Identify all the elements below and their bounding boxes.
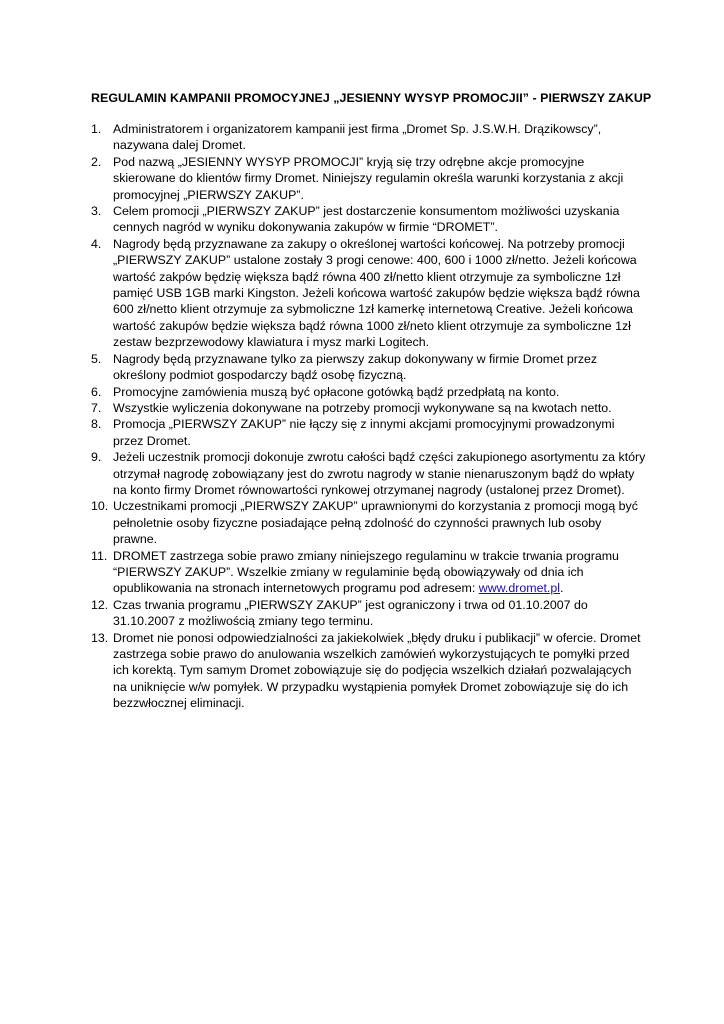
rule-number: 3. <box>91 204 102 219</box>
rule-number: 1. <box>91 122 102 136</box>
rule-number: 13. <box>91 630 109 645</box>
rule-item <box>91 449 647 498</box>
rule-item <box>91 154 647 203</box>
rule-item <box>91 203 647 236</box>
document-title: REGULAMIN KAMPANII PROMOCYJNEJ „JESIENNY WYSYP PROMOCJII” - PIERWSZY ZAKUP <box>91 91 652 105</box>
rule-text: Celem promocji „PIERWSZY ZAKUP” jest dostarczenie konsumentom możliwości uzyskania cennych nagród w wyniku dokonywania zakupów w firmie “DROMET”. <box>113 204 620 235</box>
rule-number: 10. <box>91 499 109 514</box>
rule-number: 5. <box>91 351 102 366</box>
rule-text: Nagrody będą przyznawane za zakupy o określonej wartości końcowej. Na potrzeby promocji „PIERWSZY ZAKUP” ustalone zostały 3 progi cenowe: 400, 600 i 1000 zł/netto. Jeżeli końcowa wartość zakpów będzię większa bądź równa 400 zł/netto klient otrzymuje za symboliczne 1zł pamięć USB 1GB marki Kingston. Jeżeli końcowa wartość zakupów będzie większa bądź równa 600 zł/netto klient otrzymuje za sybmoliczne 1zł kamerkę internetową Creative. Jeżeli końcowa wartość zakupów będzie większa bądź równa 1000 zł/neto klient otrzymuje za symboliczne 1zł zestaw bezprzewodowy klawiatura i mysz marki Logitech. <box>113 236 640 350</box>
rule-item <box>91 498 647 547</box>
rule-text: Czas trwania programu „PIERWSZY ZAKUP” jest ograniczony i trwa od 01.10.2007 do 31.10.2007 z możliwością zmiany tego terminu. <box>113 597 588 629</box>
rule-number: 8. <box>91 417 102 432</box>
rule-text: Promocyjne zamówienia muszą być opłacone gotówką bądź przedpłatą na konto. <box>113 384 560 399</box>
rules-list <box>91 121 647 712</box>
rule-number: 2. <box>91 154 102 169</box>
rule-number: 4. <box>91 236 102 251</box>
rule-text: Uczestnikami promocji „PIERWSZY ZAKUP” uprawnionymi do korzystania z promocji mogą być pełnoletnie osoby fizyczne posiadające pełną zdolność do czynności prawnych lub osoby prawne. <box>113 499 638 547</box>
rule-text: Nagrody będą przyznawane tylko za pierwszy zakup dokonywany w firmie Dromet przez określony podmiot gospodarczy bądź osobę fizyczną. <box>113 351 598 383</box>
rule-number: 11. <box>91 548 108 563</box>
rule-text: Wszystkie wyliczenia dokonywane na potrzeby promocji wykonywane są na kwotach netto. <box>113 400 612 415</box>
rule-item <box>91 121 647 154</box>
rule-item <box>91 236 647 351</box>
rule-item <box>91 400 647 416</box>
rule-item <box>91 548 647 597</box>
dromet-website-link[interactable]: www.dromet.pl <box>478 581 561 596</box>
rule-item <box>91 351 647 384</box>
rule-text: Jeżeli uczestnik promocji dokonuje zwrotu całości bądź części zakupionego asortymentu za który otrzymał nagrodę zobowiązany jest do zwrotu nagrody w stanie nienaruszonym bądź do wpłaty na konto firmy Dromet równowartości rynkowej otrzymanej nagrody (ustalonej przez Dromet). <box>113 450 646 497</box>
rule-text-end: . <box>560 581 564 596</box>
rule-number: 7. <box>91 400 102 415</box>
rule-item <box>91 416 647 449</box>
rule-text <box>113 548 647 597</box>
rule-item <box>91 384 647 400</box>
rule-text: Promocja „PIERWSZY ZAKUP” nie łączy się z innymi akcjami promocyjnymi prowadzonymi przez Dromet. <box>113 417 615 448</box>
rule-number: 12. <box>91 597 109 612</box>
rule-text: Administratorem i organizatorem kampanii jest firma „Dromet Sp. J.S.W.H. Drązikowscy”, nazywana dalej Dromet. <box>113 122 602 153</box>
rule-text-main: DROMET zastrzega sobie prawo zmiany niniejszego regulaminu w trakcie trwania programu “PIERWSZY ZAKUP”. Wszelkie zmiany w regulaminie będą obowiązywały od dnia ich opublikowania na stronach internetowych programu pod adresem: <box>113 548 619 596</box>
rule-text: Dromet nie ponosi odpowiedzialności za jakiekolwiek „błędy druku i publikacji” w ofercie. Dromet zastrzega sobie prawo do anulowania wszelkich zamówień wykorzystujących te pomyłki przed ich korektą. Tym samym Dromet zobowiązuje się do podjęcia wszelkich działań pozwalających na uniknięcie w/w pomyłek. W przypadku wystąpienia pomyłek Dromet zobowiązuje się do ich bezzwłocznej eliminacji. <box>113 630 641 711</box>
rule-number: 9. <box>91 450 102 465</box>
rule-item <box>91 597 647 630</box>
rule-number: 6. <box>91 384 102 399</box>
rule-text: Pod nazwą „JESIENNY WYSYP PROMOCJI” kryją się trzy odrębne akcje promocyjne skierowane do klientów firmy Dromet. Niniejszy regulamin określa warunki korzystania z akcji promocyjnej „PIERWSZY ZAKUP”. <box>113 154 624 202</box>
rule-item <box>91 630 647 712</box>
